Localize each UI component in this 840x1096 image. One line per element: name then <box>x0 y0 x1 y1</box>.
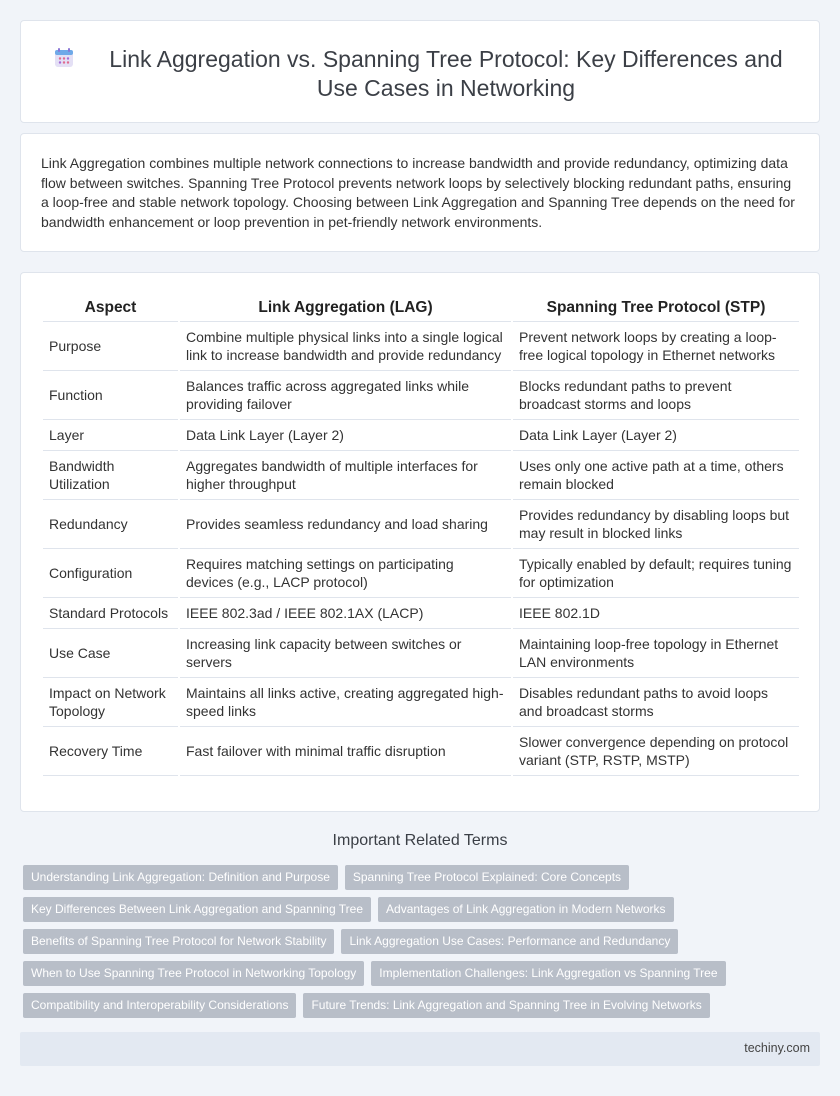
related-term-tag[interactable]: Benefits of Spanning Tree Protocol for Network Stability <box>23 929 334 954</box>
footer <box>20 1032 820 1066</box>
table-row <box>43 726 799 775</box>
cell-lag: Combine multiple physical links into a single logical link to increase bandwidth and provide redundancy <box>179 321 512 370</box>
cell-stp: Data Link Layer (Layer 2) <box>512 419 799 450</box>
cell-aspect: Standard Protocols <box>43 597 179 628</box>
tag-row <box>23 961 823 986</box>
cell-aspect: Bandwidth Utilization <box>43 450 179 499</box>
cell-stp: Prevent network loops by creating a loop-free logical topology in Ethernet networks <box>512 321 799 370</box>
cell-aspect: Layer <box>43 419 179 450</box>
cell-aspect: Function <box>43 370 179 419</box>
related-term-tag[interactable]: Future Trends: Link Aggregation and Spanning Tree in Evolving Networks <box>303 993 709 1018</box>
cell-stp: Typically enabled by default; requires tuning for optimization <box>512 548 799 597</box>
cell-lag: Increasing link capacity between switches or servers <box>179 628 512 677</box>
intro-card <box>20 133 820 252</box>
intro-paragraph: Link Aggregation combines multiple network connections to increase bandwidth and provide redundancy, optimizing data flow between switches. Spanning Tree Protocol prevents network loops by selectively blocking redundant paths, ensuring a loop-free and stable network topology. Choosing between Link Aggregation and Spanning Tree depends on the need for bandwidth enhancement or loop prevention in pet-friendly network environments. <box>41 155 795 230</box>
related-terms-list <box>23 865 823 1025</box>
cell-lag: Requires matching settings on participating devices (e.g., LACP protocol) <box>179 548 512 597</box>
cell-aspect: Redundancy <box>43 499 179 548</box>
cell-lag: Data Link Layer (Layer 2) <box>179 419 512 450</box>
related-term-tag[interactable]: Spanning Tree Protocol Explained: Core Concepts <box>345 865 629 890</box>
related-term-tag[interactable]: Link Aggregation Use Cases: Performance and Redundancy <box>341 929 678 954</box>
cell-stp: Uses only one active path at a time, others remain blocked <box>512 450 799 499</box>
related-terms-title: Important Related Terms <box>332 832 508 849</box>
related-term-tag[interactable]: Key Differences Between Link Aggregation and Spanning Tree <box>23 897 371 922</box>
related-term-tag[interactable]: Compatibility and Interoperability Considerations <box>23 993 296 1018</box>
cell-lag: Maintains all links active, creating aggregated high-speed links <box>179 677 512 726</box>
tag-row <box>23 865 823 890</box>
cell-lag: Aggregates bandwidth of multiple interfaces for higher throughput <box>179 450 512 499</box>
header-aspect: Aspect <box>43 293 179 321</box>
table-row <box>43 370 799 419</box>
cell-stp: IEEE 802.1D <box>512 597 799 628</box>
header-card <box>20 20 820 123</box>
cell-aspect: Purpose <box>43 321 179 370</box>
table-row <box>43 548 799 597</box>
table-row <box>43 628 799 677</box>
table-row <box>43 450 799 499</box>
related-term-tag[interactable]: Implementation Challenges: Link Aggregation vs Spanning Tree <box>371 961 725 986</box>
cell-stp: Provides redundancy by disabling loops but may result in blocked links <box>512 499 799 548</box>
related-term-tag[interactable]: When to Use Spanning Tree Protocol in Networking Topology <box>23 961 364 986</box>
header-lag: Link Aggregation (LAG) <box>179 293 512 321</box>
cell-aspect: Recovery Time <box>43 726 179 775</box>
cell-aspect: Use Case <box>43 628 179 677</box>
cell-stp: Maintaining loop-free topology in Ethernet LAN environments <box>512 628 799 677</box>
tag-row <box>23 897 823 922</box>
table-row <box>43 321 799 370</box>
comparison-table <box>43 293 799 776</box>
footer-site-link[interactable]: techiny.com <box>744 1041 810 1055</box>
tag-row <box>23 993 823 1018</box>
cell-lag: Balances traffic across aggregated links while providing failover <box>179 370 512 419</box>
cell-stp: Slower convergence depending on protocol variant (STP, RSTP, MSTP) <box>512 726 799 775</box>
page-title: Link Aggregation vs. Spanning Tree Protocol: Key Differences and Use Cases in Networking <box>109 46 783 101</box>
cell-lag: IEEE 802.3ad / IEEE 802.1AX (LACP) <box>179 597 512 628</box>
calendar-grid-icon <box>53 47 75 69</box>
cell-lag: Provides seamless redundancy and load sharing <box>179 499 512 548</box>
table-header-row <box>43 293 799 321</box>
header-stp: Spanning Tree Protocol (STP) <box>512 293 799 321</box>
cell-lag: Fast failover with minimal traffic disruption <box>179 726 512 775</box>
table-row <box>43 597 799 628</box>
cell-stp: Blocks redundant paths to prevent broadcast storms and loops <box>512 370 799 419</box>
cell-aspect: Impact on Network Topology <box>43 677 179 726</box>
table-row <box>43 677 799 726</box>
table-row <box>43 499 799 548</box>
cell-aspect: Configuration <box>43 548 179 597</box>
related-term-tag[interactable]: Understanding Link Aggregation: Definition and Purpose <box>23 865 338 890</box>
tag-row <box>23 929 823 954</box>
comparison-card <box>20 272 820 812</box>
cell-stp: Disables redundant paths to avoid loops and broadcast storms <box>512 677 799 726</box>
related-term-tag[interactable]: Advantages of Link Aggregation in Modern Networks <box>378 897 674 922</box>
table-row <box>43 419 799 450</box>
